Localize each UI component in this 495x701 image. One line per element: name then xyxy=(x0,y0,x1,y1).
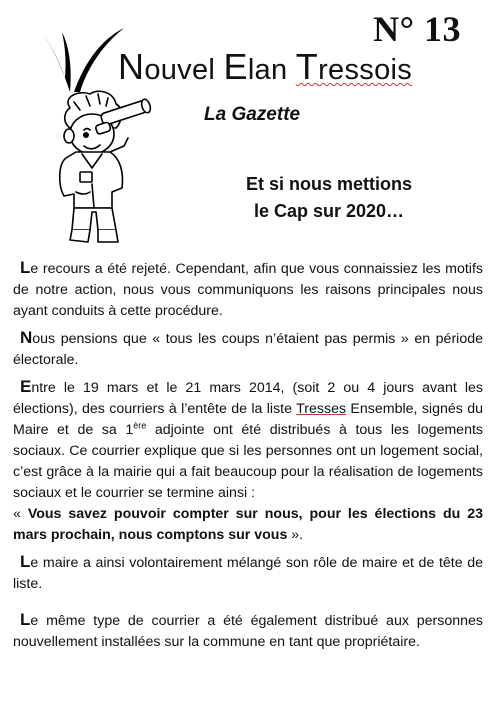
masthead-title: Nouvel Elan Tressois xyxy=(118,46,413,87)
paragraph-2: Nous pensions que « tous les coups n’étaient pas permis » en période électorale. xyxy=(13,328,483,368)
headline-line-1: Et si nous mettions xyxy=(245,174,413,194)
quote-paragraph: « Vous savez pouvoir compter sur nous, pour les élections du 23 mars prochain, nous comptons sur vous ». xyxy=(13,506,483,543)
article-body xyxy=(13,257,483,658)
issue-number: N° 13 xyxy=(373,9,461,49)
newsletter-subtitle: La Gazette xyxy=(204,104,301,125)
boy-with-spyglass-illustration xyxy=(40,88,158,248)
paragraph-5: Le même type de courrier a été également distribué aux personnes nouvellement installées sur la commune en tant que propriétaire. xyxy=(13,610,483,650)
list-name: Tresses xyxy=(296,401,347,417)
headline-line-2: le Cap sur 2020… xyxy=(253,201,405,221)
headline xyxy=(214,171,444,225)
brand-logo-mark xyxy=(40,26,126,96)
paragraph-3: Entre le 19 mars et le 21 mars 2014, (soit 2 ou 4 jours avant les élections), des courriers à l’entête de la liste Tresses Ensemble, signés du Maire et de sa 1ère adjointe ont été distribués à tous les logements sociaux. Ce courrier explique que si les personnes ont un logement social, c’est grâce à la mairie qui a fait beaucoup pour la réalisation de logements sociaux et le courrier se termine ainsi : xyxy=(13,377,483,501)
paragraph-4: Le maire a ainsi volontairement mélangé son rôle de maire et de tête de liste. xyxy=(13,552,483,592)
paragraph-1: Le recours a été rejeté. Cependant, afin que vous connaissiez les motifs de notre action, nous vous communiquons les raisons principales nous ayant conduits à cette procédure. xyxy=(13,258,483,319)
quote-text: Vous savez pouvoir compter sur nous, pour les élections du 23 mars prochain, nous comptons sur vous xyxy=(13,506,483,543)
